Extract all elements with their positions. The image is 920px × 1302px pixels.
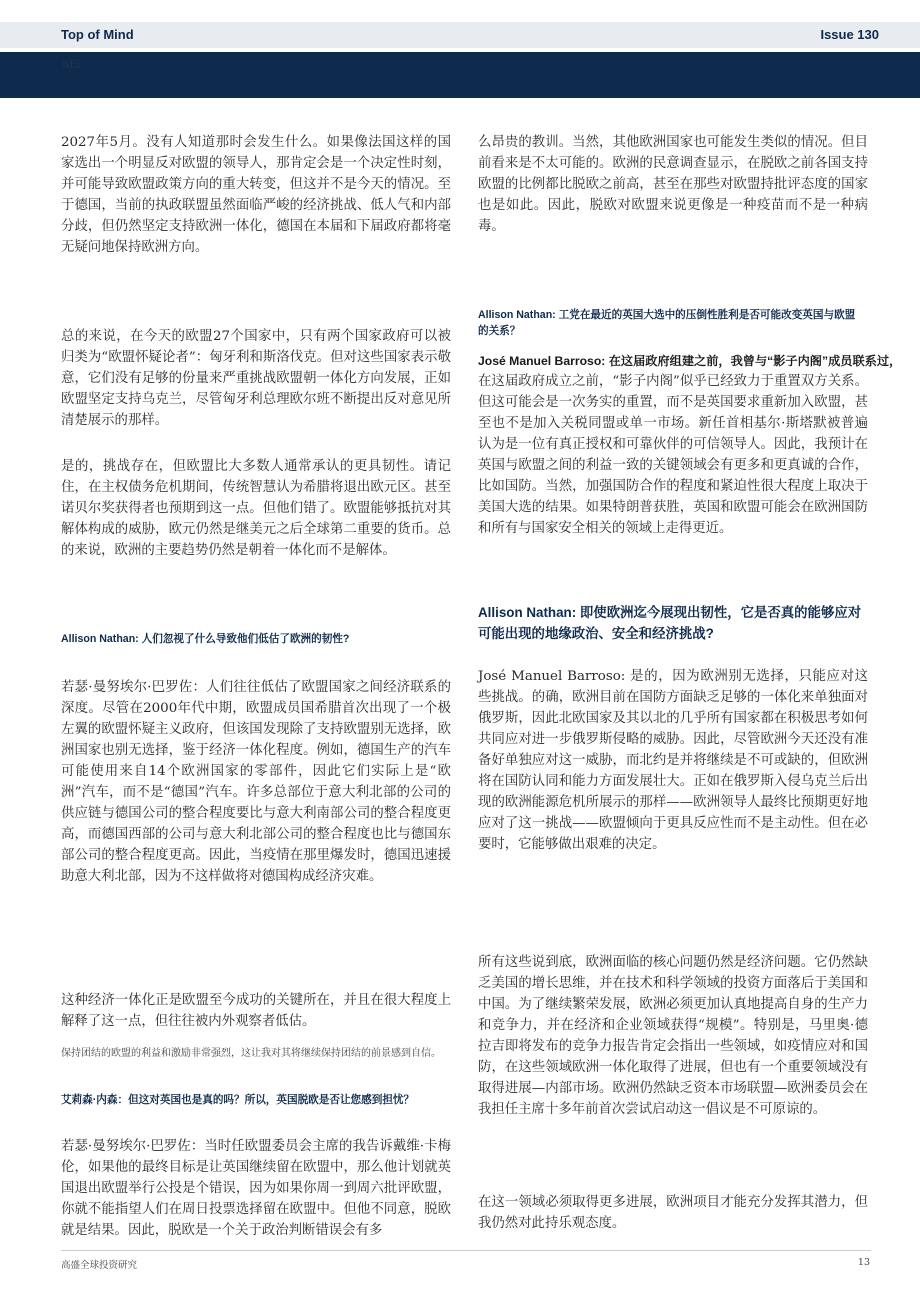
paragraph: José Manuel Barroso: 是的，因为欧洲别无选择，只能应对这些挑战。的确，欧洲目前在国防方面缺乏足够的一体化来单独面对俄罗斯，因此北欧国家及其以北的几乎所有国家都在积极思考如何共同应对进一步俄罗斯侵略的威胁。因此，尽管欧洲今天还没有准备好单独应对这一威胁，而北约是并将继续是不可或缺的，但欧洲将在国防认同和能力方面发展壮大。正如在俄罗斯入侵乌克兰后出现的欧洲能源危机所展示的那样——欧洲领导人最终比预期更好地应对了这一挑战——欧盟倾向于更具反应性而不是主动性。但在必要时，它能够做出艰难的决定。	[478, 669, 868, 852]
paragraph: 这种经济一体化正是欧盟至今成功的关键所在，并且在很大程度上解释了这一点，但往往被内外观察者低估。	[61, 993, 451, 1029]
publication-title: Top of Mind	[61, 27, 134, 42]
left-column-block	[61, 1046, 451, 1062]
answer-lead: José Manuel Barroso: 在这届政府组建之前，我曾与“影子内阁”成员联系过，	[478, 354, 902, 368]
right-column-block	[478, 371, 868, 539]
paragraph: 所有这些说到底，欧洲面临的核心问题仍然是经济问题。它仍然缺乏美国的增长思维，并在技术和科学领域的投资方面落后于美国和中国。为了继续繁荣发展，欧洲必须更加认真地提高自身的生产力和竞争力，并在经济和企业领域获得“规模”。特别是，马里奥·德拉吉即将发布的竞争力报告肯定会指出一些领域，如疫情应对和国防，在这些领域欧洲一体化取得了进展，但也有一个重要领域没有取得进展—内部市场。欧洲仍然缺乏资本市场联盟—欧洲委员会在我担任主席十多年前首次尝试启动这一倡议是不可原谅的。	[478, 955, 868, 1117]
left-column-block	[61, 456, 451, 561]
left-column-block	[61, 1136, 451, 1241]
right-column-block	[478, 666, 868, 855]
right-column-block	[478, 952, 868, 1120]
paragraph: 是的，挑战存在，但欧盟比大多数人通常承认的更具韧性。请记住，在主权债务危机期间，传统智慧认为希腊将退出欧元区。甚至诺贝尔奖获得者也预期到这一点。但他们错了。欧盟能够抵抗对其解体构成的威胁，欧元仍然是继美元之后全球第二重要的货币。总的来说，欧洲的主要趋势仍然是朝着一体化而不是解体。	[61, 459, 451, 558]
left-column	[61, 132, 451, 258]
left-column-block	[61, 631, 451, 647]
banner-mark: hEl	[62, 58, 81, 71]
interview-question: Allison Nathan: 即使欧洲迄今展现出韧性，它是否真的能够应对可能出现的地缘政治、安全和经济挑战?	[478, 605, 862, 641]
page-number: 13	[857, 1257, 870, 1268]
paragraph: 在这届政府成立之前，“影子内阁”似乎已经致力于重置双方关系。但这可能会是一次务实的重置，而不是英国要求重新加入欧盟，甚至也不是加入关税同盟或单一市场。新任首相基尔·斯塔默被普遍认为是一位有真正授权和可靠伙伴的可信领导人。因此，我预计在英国与欧盟之间的利益一致的关键领域会有更多和更真诚的合作，比如国防。当然，加强国防合作的程度和紧迫性很大程度上取决于美国大选的结果。如果特朗普获胜，英国和欧盟可能会在欧洲国防和所有与国家安全相关的领域上走得更近。	[478, 374, 868, 536]
paragraph: 总的来说，在今天的欧盟27个国家中，只有两个国家政府可以被归类为“欧盟怀疑论者”：匈牙利和斯洛伐克。但对这些国家表示敬意，它们没有足够的份量来严重挑战欧盟朝一体化方向发展，正如欧盟坚定支持乌克兰，尽管匈牙利总理欧尔班不断提出反对意见所清楚展示的那样。	[61, 329, 451, 428]
paragraph: 在这一领域必须取得更多进展，欧洲项目才能充分发挥其潜力，但我仍然对此持乐观态度。	[478, 1195, 868, 1231]
right-column-block	[478, 307, 863, 339]
issue-number: Issue 130	[820, 27, 879, 42]
paragraph: 若瑟·曼努埃尔·巴罗佐：人们往往低估了欧盟国家之间经济联系的深度。尽管在2000年代中期，欧盟成员国希腊首次出现了一个极左翼的欧盟怀疑主义政府，但该国发现除了支持欧盟别无选择，欧洲国家也别无选择，鉴于经济一体化程度。例如，德国生产的汽车可能使用来自14个欧洲国家的零部件，因此它们实际上是“欧洲”汽车，而不是“德国”汽车。许多总部位于意大利北部的公司的供应链与德国公司的整合程度要比与意大利南部公司的整合程度更高，而德国西部的公司与意大利北部公司的整合程度也比与德国东部公司的整合程度更高。因此，当疫情在那里爆发时，德国迅速援助意大利北部，因为不这样做将对德国构成经济灾难。	[61, 680, 451, 884]
paragraph: 么昂贵的教训。当然，其他欧洲国家也可能发生类似的情况。但目前看来是不太可能的。欧洲的民意调查显示，在脱欧之前各国支持欧盟的比例都比脱欧之前高，甚至在那些对欧盟持批评态度的国家也是如此。因此，脱欧对欧盟来说更像是一种疫苗而不是一种病毒。	[478, 135, 868, 234]
footer-divider	[61, 1250, 871, 1251]
top-header-bar	[0, 22, 920, 48]
paragraph: 2027年5月。没有人知道那时会发生什么。如果像法国这样的国家选出一个明显反对欧盟的领导人，那肯定会是一个决定性时刻，并可能导致欧盟政策方向的重大转变，但这并不是今天的情况。至于德国，当前的执政联盟虽然面临严峻的经济挑战、低人气和内部分歧，但仍然坚定支持欧洲一体化，德国在本届和下届政府都将毫无疑问地保持欧洲方向。	[61, 135, 451, 255]
interview-question: Allison Nathan: 人们忽视了什么导致他们低估了欧洲的韧性?	[61, 633, 350, 645]
header-banner	[0, 52, 920, 98]
paragraph: 若瑟·曼努埃尔·巴罗佐：当时任欧盟委员会主席的我告诉戴维·卡梅伦，如果他的最终目标是让英国继续留在欧盟中，那么他计划就英国退出欧盟举行公投是个错误，因为如果你周一到周六批评欧盟，你就不能指望人们在周日投票选择留在欧盟中。但他不同意，脱欧就是结果。因此，脱欧是一个关于政治判断错误会有多	[61, 1139, 451, 1238]
right-column-block	[478, 1192, 868, 1234]
right-column-block	[478, 132, 868, 237]
right-column-block	[478, 602, 863, 644]
footer-source: 高盛全球投资研究	[61, 1260, 138, 1271]
left-column-block	[61, 677, 451, 887]
interview-question: Allison Nathan: 工党在最近的英国大选中的压倒性胜利是否可能改变英国与欧盟的关系？	[478, 309, 856, 337]
left-column-block	[61, 990, 451, 1032]
left-column-block	[61, 326, 451, 431]
right-column-block	[478, 351, 918, 371]
left-column-block	[61, 1092, 441, 1108]
note-text: 保持团结的欧盟的利益和激励非常强烈，这让我对其将继续保持团结的前景感到自信。	[61, 1048, 441, 1059]
interview-question: 艾莉森·内森：但这对英国也是真的吗？所以，英国脱欧是否让您感到担忧？	[61, 1094, 415, 1106]
